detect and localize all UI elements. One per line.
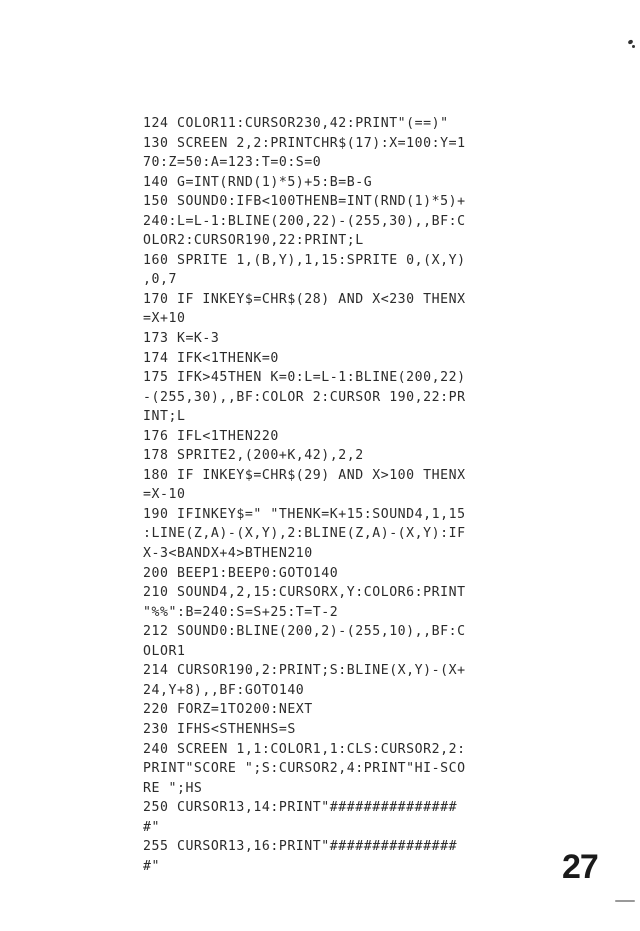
code-line: =X+10 — [143, 311, 186, 327]
code-line: 170 IF INKEY$=CHR$(28) AND X<230 THENX — [143, 291, 466, 307]
code-line: 214 CURSOR190,2:PRINT;S:BLINE(X,Y)-(X+ — [143, 663, 466, 679]
code-line: X-3<BANDX+4>BTHEN210 — [143, 546, 313, 562]
page-number: 27 — [562, 848, 598, 886]
code-line: 124 COLOR11:CURSOR230,42:PRINT"(==)" — [143, 116, 449, 131]
code-line: 175 IFK>45THEN K=0:L=L-1:BLINE(200,22) — [143, 370, 466, 386]
code-line: 190 IFINKEY$=" "THENK=K+15:SOUND4,1,15 — [143, 506, 466, 522]
code-line: :LINE(Z,A)-(X,Y),2:BLINE(Z,A)-(X,Y):IF — [143, 526, 466, 542]
code-line: ,0,7 — [143, 272, 177, 288]
code-line: =X-10 — [143, 487, 186, 503]
code-line: PRINT"SCORE ";S:CURSOR2,4:PRINT"HI-SCO — [143, 761, 466, 777]
code-line: 240 SCREEN 1,1:COLOR1,1:CLS:CURSOR2,2: — [143, 741, 466, 757]
code-line: -(255,30),,BF:COLOR 2:CURSOR 190,22:PR — [143, 389, 466, 405]
code-line: 230 IFHS<STHENHS=S — [143, 721, 296, 737]
code-line: 210 SOUND4,2,15:CURSORX,Y:COLOR6:PRINT — [143, 585, 466, 601]
code-line: 160 SPRITE 1,(B,Y),1,15:SPRITE 0,(X,Y) — [143, 252, 466, 268]
code-line: 212 SOUND0:BLINE(200,2)-(255,10),,BF:C — [143, 624, 466, 640]
ink-speck — [632, 45, 635, 48]
code-line: 140 G=INT(RND(1)*5)+5:B=B-G — [143, 174, 373, 190]
code-line: OLOR1 — [143, 643, 186, 659]
code-line: 255 CURSOR13,16:PRINT"############### — [143, 839, 458, 855]
code-line: INT;L — [143, 409, 186, 425]
code-line: 70:Z=50:A=123:T=0:S=0 — [143, 155, 322, 171]
basic-program-listing — [143, 114, 613, 876]
code-line: 250 CURSOR13,14:PRINT"############### — [143, 800, 458, 816]
code-line: 24,Y+8),,BF:GOTO140 — [143, 682, 305, 698]
code-line: 173 K=K-3 — [143, 331, 220, 347]
code-line: OLOR2:CURSOR190,22:PRINT;L — [143, 233, 364, 249]
code-line: 220 FORZ=1TO200:NEXT — [143, 702, 313, 718]
code-line: #" — [143, 858, 160, 874]
code-line: 176 IFL<1THEN220 — [143, 428, 279, 444]
code-line: 240:L=L-1:BLINE(200,22)-(255,30),,BF:C — [143, 213, 466, 229]
code-line: "%%":B=240:S=S+25:T=T-2 — [143, 604, 339, 620]
scan-mark — [615, 900, 635, 902]
code-line: 174 IFK<1THENK=0 — [143, 350, 279, 366]
code-line: 180 IF INKEY$=CHR$(29) AND X>100 THENX — [143, 467, 466, 483]
code-line: 130 SCREEN 2,2:PRINTCHR$(17):X=100:Y=1 — [143, 135, 466, 151]
code-line: RE ";HS — [143, 780, 203, 796]
code-line: 200 BEEP1:BEEP0:GOTO140 — [143, 565, 339, 581]
code-line: #" — [143, 819, 160, 835]
code-line: 150 SOUND0:IFB<100THENB=INT(RND(1)*5)+ — [143, 194, 466, 210]
code-line: 178 SPRITE2,(200+K,42),2,2 — [143, 448, 364, 464]
